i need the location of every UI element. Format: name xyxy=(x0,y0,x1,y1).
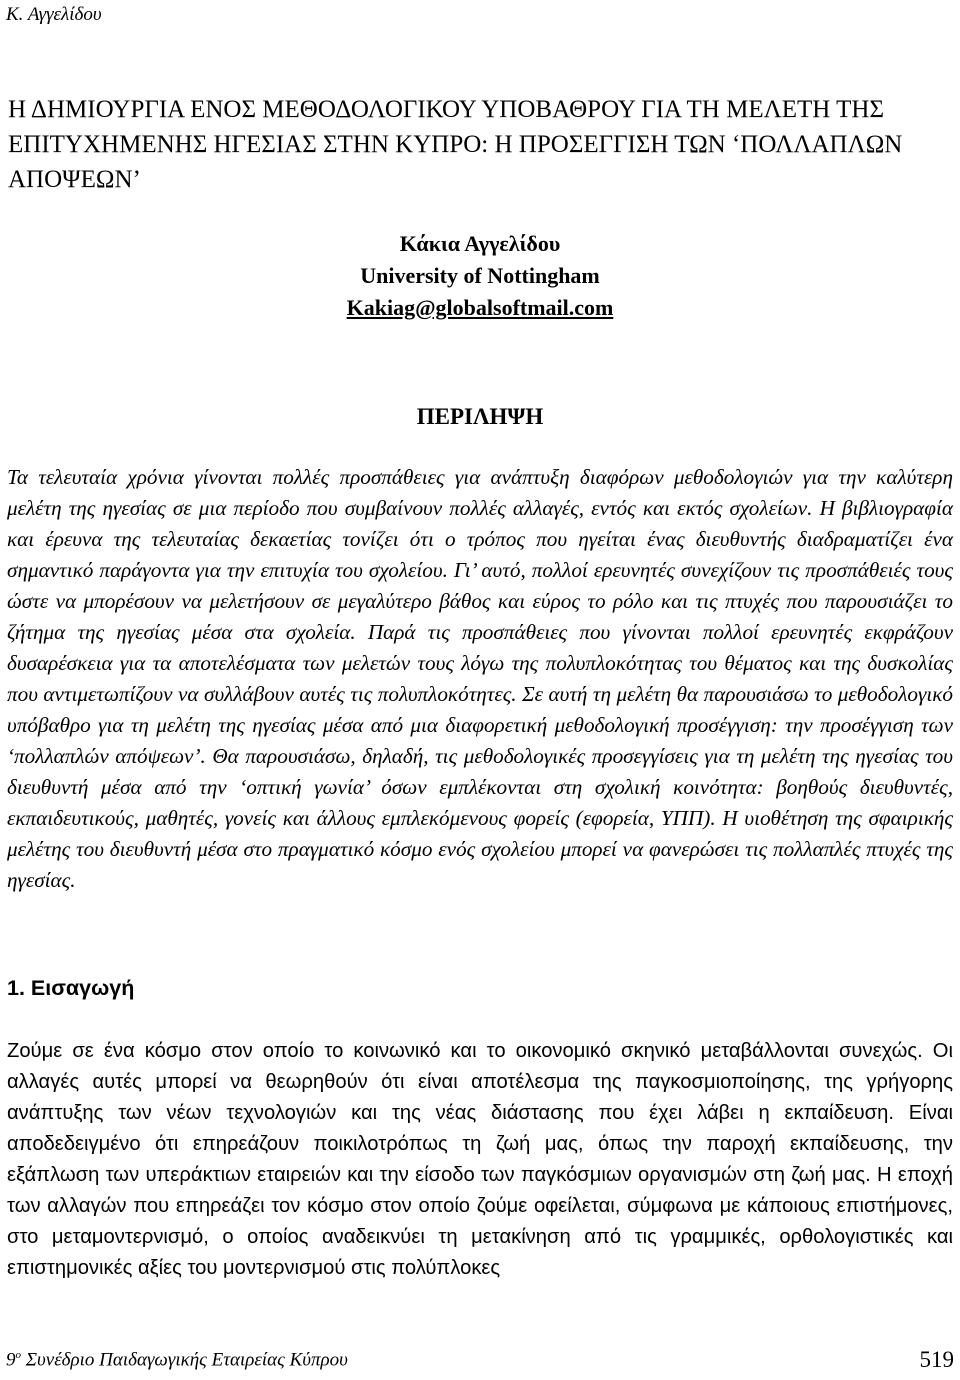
introduction-text: Ζούμε σε ένα κόσμο στον οποίο το κοινωνικό και το οικονομικό σκηνικό μεταβάλλονται συνεχώς. Οι αλλαγές αυτές μπορεί να θεωρηθούν ότι είναι αποτέλεσμα της παγκοσμιοποίησης, της γρήγορης ανάπτυξης των νέων τεχνολογιών και της νέας διάστασης που έχει λάβει η εκπαίδευση. Είναι αποδεδειγμένο ότι επηρεάζουν ποικιλοτρόπως τη ζωή μας, όπως την παροχή εκπαίδευσης, την εξάπλωση των υπεράκτιων εταιρειών και την είσοδο των παγκόσμιων οργανισμών στη ζωή μας. Η εποχή των αλλαγών που επηρεάζει τον κόσμο στον οποίο ζούμε οφείλεται, σύμφωνα με κάποιους επιστήμονες, στο μεταμοντερνισμό, ο οποίος αναδεικνύει τη μετακίνηση από τις γραμμικές, ορθολογιστικές και επιστημονικές αξίες του μοντερνισμού στις πολύπλοκες xyxy=(7,1040,953,1279)
author-name: Κάκια Αγγελίδου xyxy=(399,231,561,256)
conference-number: 9 xyxy=(6,1349,16,1371)
conference-ordinal: ο xyxy=(15,1349,21,1361)
author-email-link[interactable]: Kakiag@globalsoftmail.com xyxy=(346,295,614,320)
section-heading-introduction: 1. Εισαγωγή xyxy=(7,976,135,1000)
author-affiliation: University of Nottingham xyxy=(360,263,600,288)
abstract-heading: ΠΕΡΙΛΗΨΗ xyxy=(416,404,544,429)
author-block xyxy=(0,228,960,324)
running-header-author: Κ. Αγγελίδου xyxy=(6,4,102,25)
page-footer xyxy=(6,1349,956,1371)
conference-name: Συνέδριο Παιδαγωγικής Εταιρείας Κύπρου xyxy=(25,1349,348,1371)
abstract-text: Τα τελευταία χρόνια γίνονται πολλές προσπάθειες για ανάπτυξη διαφόρων μεθοδολογιών για την καλύτερη μελέτη της ηγεσίας σε μια περίοδο που συμβαίνουν πολλές αλλαγές, εντός και εκτός σχολείων. Η βιβλιογραφία και έρευνα της τελευταίας δεκαετίας τονίζει ότι ο τρόπος που ηγείται ένας διευθυντής διαδραματίζει ένα σημαντικό παράγοντα για την επιτυχία του σχολείου. Γι’ αυτό, πολλοί ερευνητές συνεχίζουν τις προσπάθειές τους ώστε να μπορέσουν να μελετήσουν σε μεγαλύτερο βάθος και εύρος το ρόλο και τις πτυχές που παρουσιάζει το ζήτημα της ηγεσίας μέσα στα σχολεία. Παρά τις προσπάθειες που γίνονται πολλοί ερευνητές εκφράζουν δυσαρέσκεια για τα αποτελέσματα των μελετών τους λόγω της πολυπλοκότητας του θέματος και της δυσκολίας που αντιμετωπίζουν να συλλάβουν αυτές τις πολυπλοκότητες. Σε αυτή τη μελέτη θα παρουσιάσω το μεθοδολογικό υπόβαθρο για τη μελέτη της ηγεσίας μέσα από μια διαφορετική μεθοδολογική προσέγγιση: την προσέγγιση των ‘πολλαπλών απόψεων’. Θα παρουσιάσω, δηλαδή, τις μεθοδολογικές προσεγγίσεις για τη μελέτη της ηγεσίας του διευθυντή μέσα από την ‘οπτική γωνία’ όσων εμπλέκονται στη σχολική κοινότητα: βοηθούς διευθυντές, εκπαιδευτικούς, μαθητές, γονείς και άλλους εμπλεκόμενους φορείς (εφορεία, ΥΠΠ). Η υιοθέτηση της σφαιρικής μελέτης του διευθυντή μέσα στο πραγματικό κόσμο ενός σχολείου μπορεί να φανερώσει τις πολλαπλές πτυχές της ηγεσίας. xyxy=(7,465,953,892)
paper-title: Η ΔΗΜΙΟΥΡΓΙΑ ΕΝΟΣ ΜΕΘΟΔΟΛΟΓΙΚΟΥ ΥΠΟΒΑΘΡΟΥ ΓΙΑ ΤΗ ΜΕΛΕΤΗ ΤΗΣ ΕΠΙΤΥΧΗΜΕΝΗΣ ΗΓΕΣΙΑΣ ΣΤΗΝ ΚΥΠΡΟ: Η ΠΡΟΣΕΓΓΙΣΗ ΤΩΝ ‘ΠΟΛΛΑΠΛΩΝ ΑΠΟΨΕΩΝ’ xyxy=(8,96,903,193)
page-number: 519 xyxy=(919,1347,954,1372)
